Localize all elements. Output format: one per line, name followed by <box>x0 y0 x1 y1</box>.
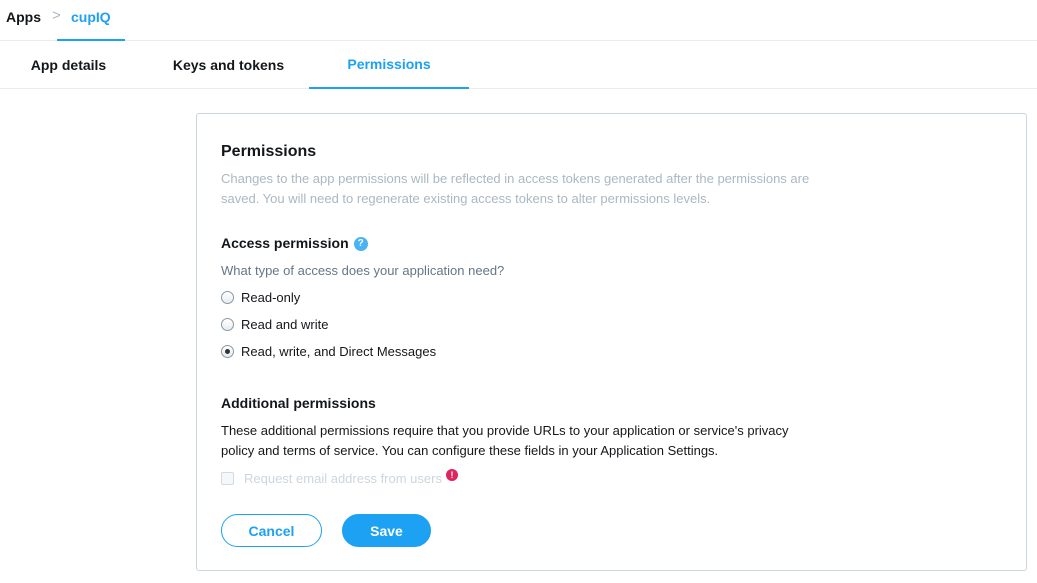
tab-bar <box>0 41 1037 89</box>
tab-app-details[interactable]: App details <box>30 57 107 73</box>
radio-label: Read and write <box>241 317 329 332</box>
breadcrumb-apps-link[interactable]: Apps <box>6 9 41 25</box>
tab-keys-and-tokens[interactable]: Keys and tokens <box>172 57 285 73</box>
radio-read-and-write[interactable] <box>221 317 328 332</box>
radio-read-write-dm[interactable] <box>221 344 436 359</box>
request-email-option <box>221 471 458 486</box>
breadcrumb <box>0 0 1037 41</box>
breadcrumb-current-app[interactable] <box>57 0 125 41</box>
permissions-title: Permissions <box>221 143 317 160</box>
radio-label: Read-only <box>241 290 301 305</box>
alert-icon: ! <box>446 469 458 481</box>
permissions-description: Changes to the app permissions will be reflected in access tokens generated after the permissions are saved. You will need to regenerate existing access tokens to alter permissions levels. <box>221 171 810 206</box>
radio-circle[interactable] <box>221 318 234 331</box>
access-permission-heading <box>221 235 368 251</box>
tab-permissions[interactable]: Permissions <box>309 41 469 89</box>
permissions-card <box>196 113 1027 571</box>
access-permission-title: Access permission <box>221 235 349 251</box>
cancel-button[interactable]: Cancel <box>221 514 322 547</box>
request-email-checkbox[interactable] <box>221 472 234 485</box>
radio-circle-checked[interactable] <box>221 345 234 358</box>
breadcrumb-current-label: cupIQ <box>71 9 111 25</box>
help-icon[interactable]: ? <box>354 237 368 251</box>
radio-label: Read, write, and Direct Messages <box>241 344 437 359</box>
radio-read-only[interactable] <box>221 290 300 305</box>
radio-circle[interactable] <box>221 291 234 304</box>
additional-permissions-description: These additional permissions require that you provide URLs to your application or service's privacy policy and terms of service. You can configure these fields in your Application Settings. <box>221 423 789 458</box>
save-button[interactable]: Save <box>342 514 431 547</box>
chevron-right-icon: > <box>52 7 61 24</box>
additional-permissions-title: Additional permissions <box>221 395 376 411</box>
access-question: What type of access does your application need? <box>221 263 505 278</box>
request-email-label: Request email address from users <box>244 471 442 486</box>
